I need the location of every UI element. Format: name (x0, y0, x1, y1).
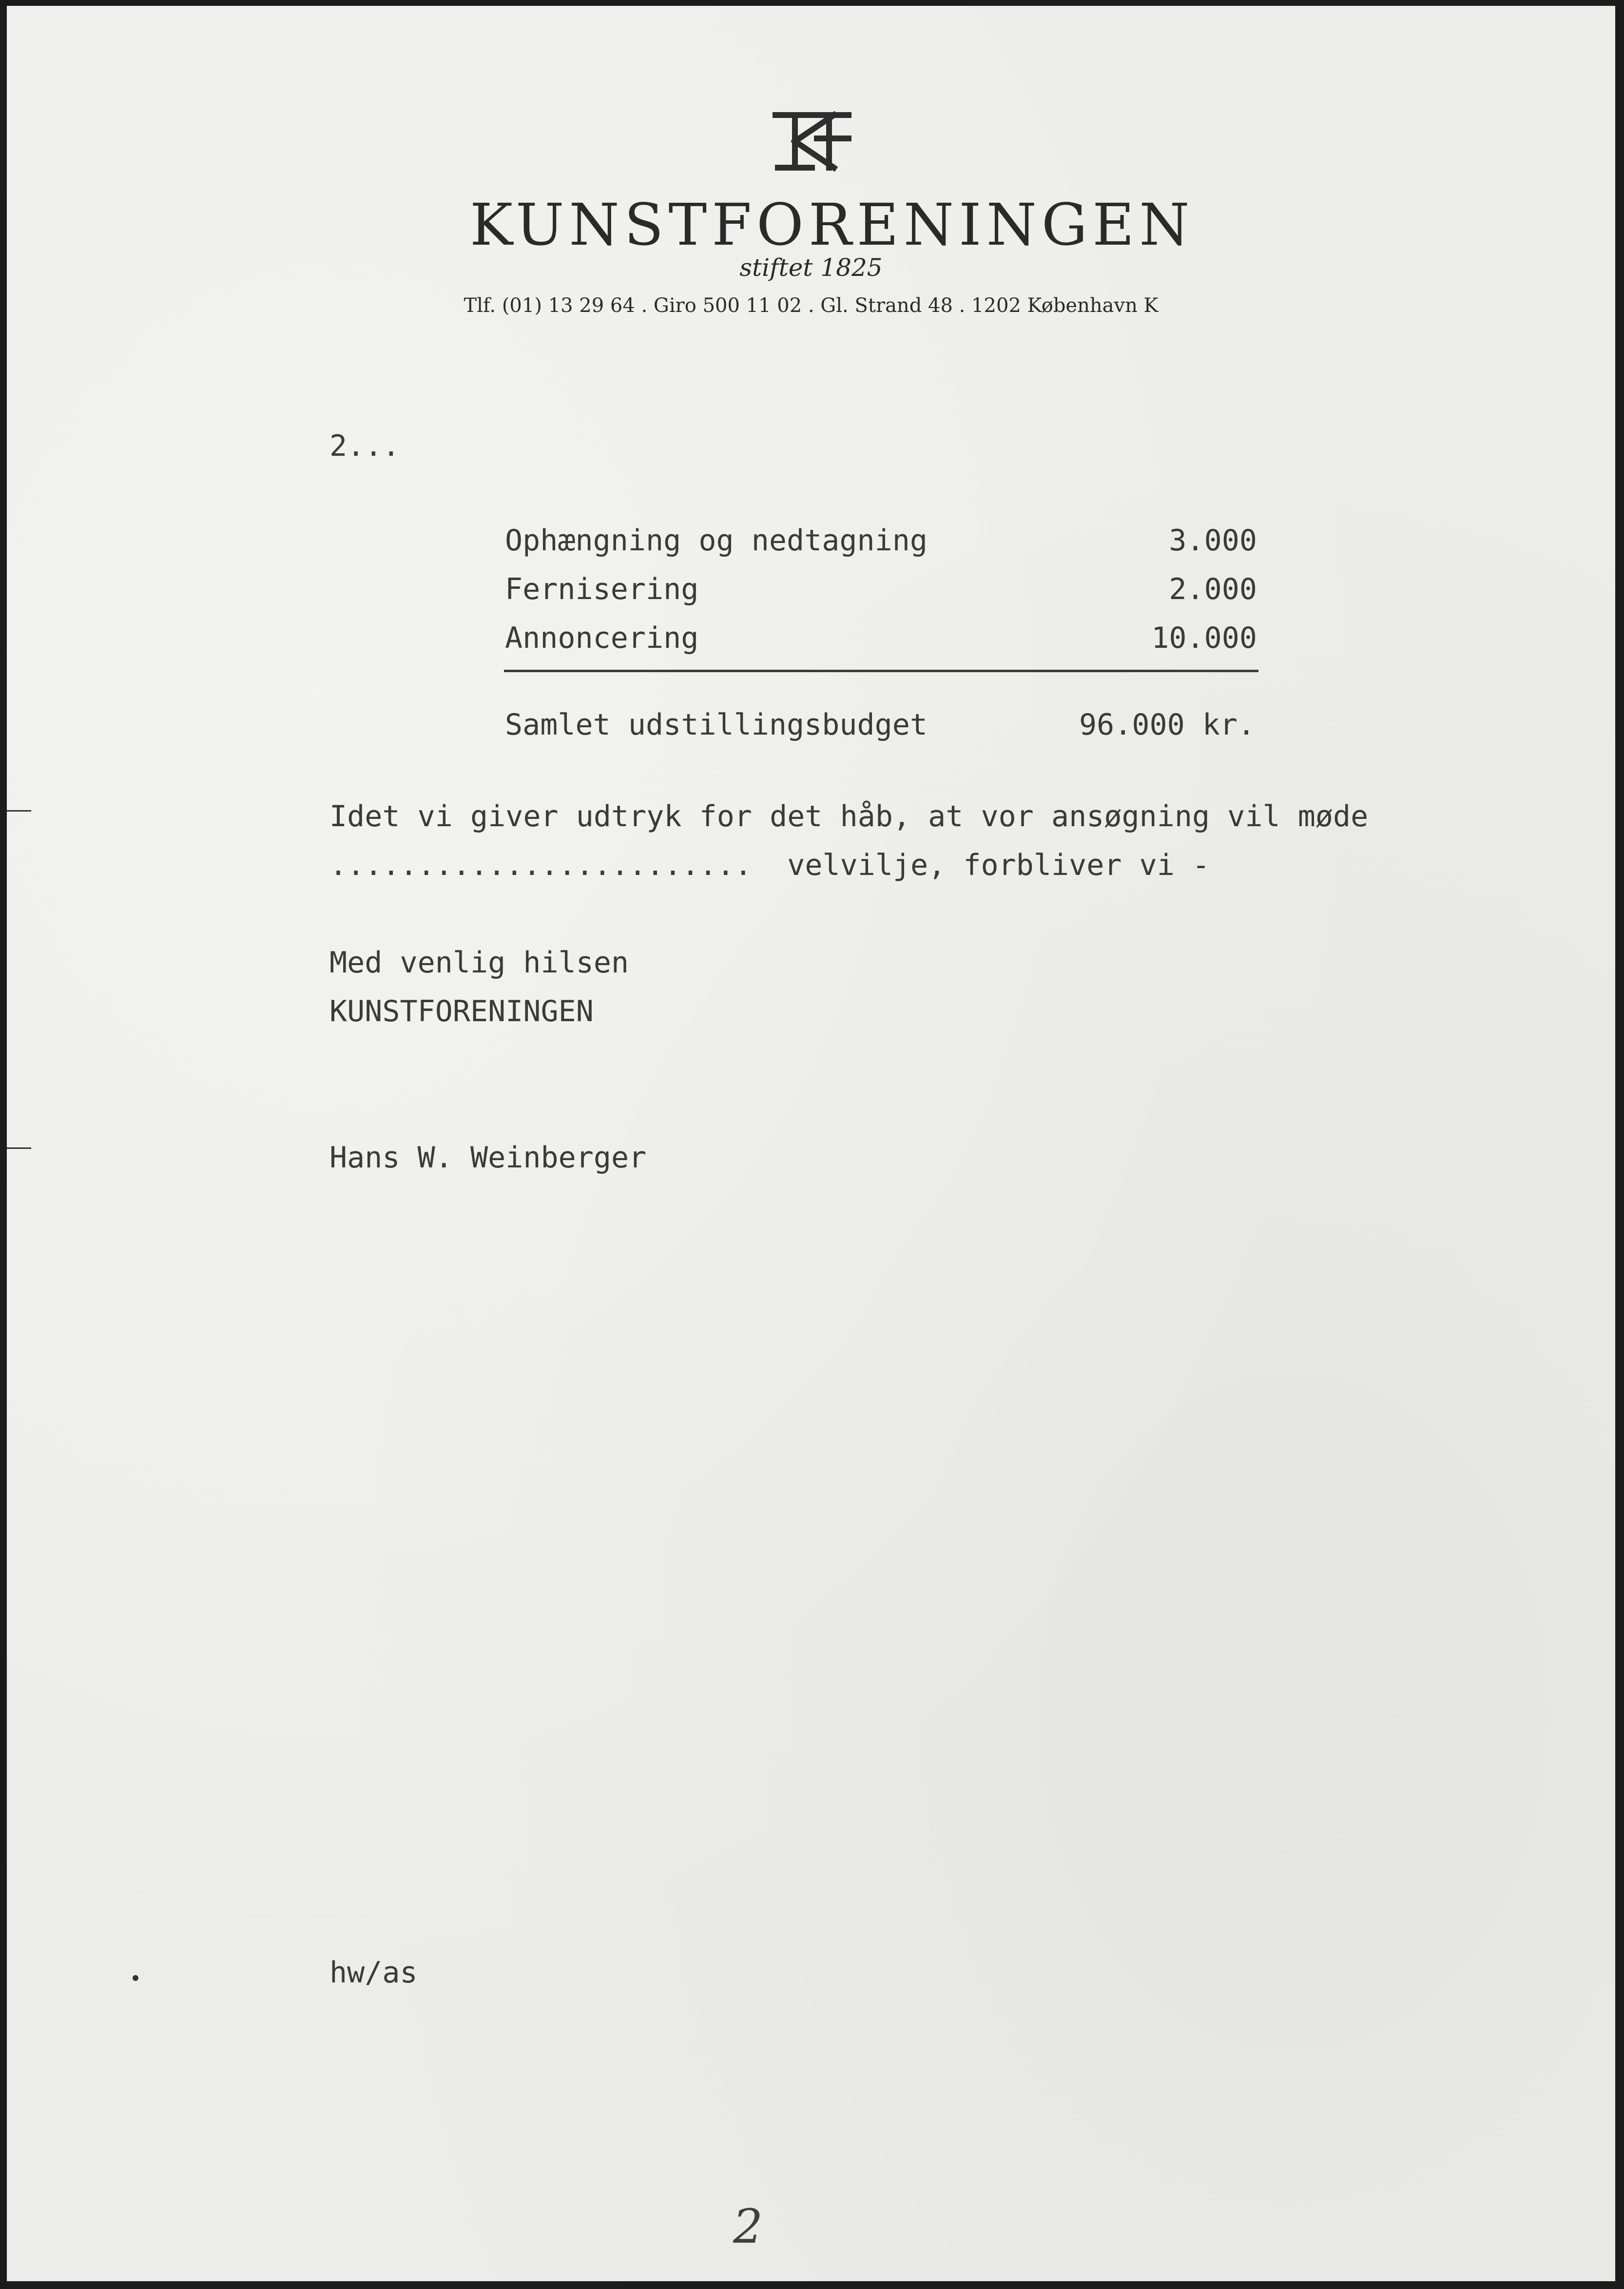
page-continuation-marker: 2... (329, 429, 400, 463)
budget-item-label: Annoncering (505, 621, 699, 655)
budget-item-value: 10.000 (1151, 621, 1257, 655)
body-line-2: ........................ velvilje, forbliver vi - (329, 848, 1210, 882)
budget-item-value: 3.000 (1169, 524, 1257, 558)
sum-rule (504, 670, 1258, 672)
budget-item-value: 2.000 (1169, 572, 1257, 606)
signatory-name: Hans W. Weinberger (329, 1141, 647, 1175)
closing-organization: KUNSTFORENINGEN (329, 994, 594, 1028)
closing-greeting: Med venlig hilsen (329, 946, 629, 980)
contact-line: Tlf. (01) 13 29 64 . Giro 500 11 02 . Gl. Strand 48 . 1202 København K (464, 294, 1159, 317)
body-line-1: Idet vi giver udtryk for det håb, at vor ansøgning vil møde (329, 799, 1369, 834)
budget-total-value: 96.000 kr. (1079, 708, 1256, 742)
margin-fold-mark (7, 810, 31, 812)
letter-sheet (7, 6, 1615, 2281)
founded-line: stiftet 1825 (739, 253, 883, 282)
budget-item-label: Fernisering (505, 572, 699, 606)
punch-dot (133, 1975, 138, 1981)
reference-initials: hw/as (329, 1956, 418, 1990)
margin-fold-mark (7, 1147, 31, 1149)
handwritten-page-number: 2 (733, 2199, 763, 2254)
budget-total-label: Samlet udstillingsbudget (505, 708, 928, 742)
budget-item-label: Ophængning og nedtagning (505, 524, 928, 558)
organization-name: KUNSTFORENINGEN (470, 191, 1195, 258)
kf-monogram-logo (766, 104, 858, 173)
